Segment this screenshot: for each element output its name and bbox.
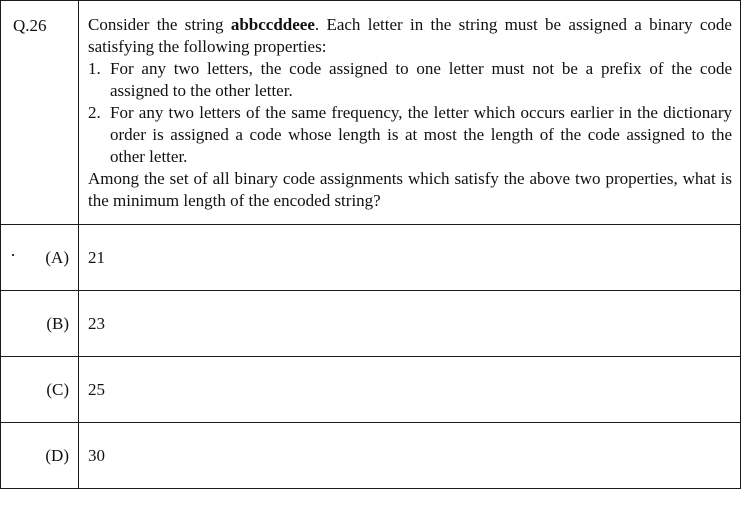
- property-text: For any two letters, the code assigned to one letter must not be a prefix of the code assigned to the other letter.: [110, 59, 732, 100]
- property-item: [88, 102, 732, 168]
- question-body-cell: [79, 1, 741, 225]
- intro-string: abbccddeee: [230, 15, 315, 34]
- option-row-b[interactable]: [1, 291, 741, 357]
- option-label: (D): [45, 445, 69, 465]
- option-value: 23: [88, 313, 105, 333]
- question-ask: Among the set of all binary code assignments which satisfy the above two properties, what is the minimum length of the encoded string?: [88, 169, 732, 210]
- option-label-cell: [1, 225, 79, 291]
- option-value-cell: [79, 423, 741, 489]
- option-label-cell: [1, 291, 79, 357]
- intro-text-after: . Each letter in the string must be assigned a binary code satisfying the following properties:: [88, 15, 732, 56]
- option-value: 21: [88, 247, 105, 267]
- option-value-cell: [79, 357, 741, 423]
- question-number-cell: [1, 1, 79, 225]
- property-item: [88, 58, 732, 102]
- option-row-a[interactable]: [1, 225, 741, 291]
- question-body: [79, 1, 740, 224]
- stray-dot: [12, 254, 14, 256]
- property-marker: 2.: [88, 103, 101, 122]
- option-label: (A): [45, 247, 69, 267]
- option-label: (C): [46, 379, 69, 399]
- property-marker: 1.: [88, 59, 101, 78]
- property-list: [88, 58, 732, 168]
- question-number: Q.26: [13, 16, 47, 35]
- option-label: (B): [46, 313, 69, 333]
- property-text: For any two letters of the same frequency, the letter which occurs earlier in the dictionary order is assigned a code whose length is at most the length of the code assigned to the other letter.: [110, 103, 732, 166]
- option-value: 30: [88, 445, 105, 465]
- option-row-c[interactable]: [1, 357, 741, 423]
- option-label-cell: [1, 357, 79, 423]
- intro-text-before: Consider the string: [88, 15, 231, 34]
- question-intro: [88, 14, 732, 58]
- option-value-cell: [79, 225, 741, 291]
- question-row: [1, 1, 741, 225]
- option-row-d[interactable]: [1, 423, 741, 489]
- option-value-cell: [79, 291, 741, 357]
- option-label-cell: [1, 423, 79, 489]
- option-value: 25: [88, 379, 105, 399]
